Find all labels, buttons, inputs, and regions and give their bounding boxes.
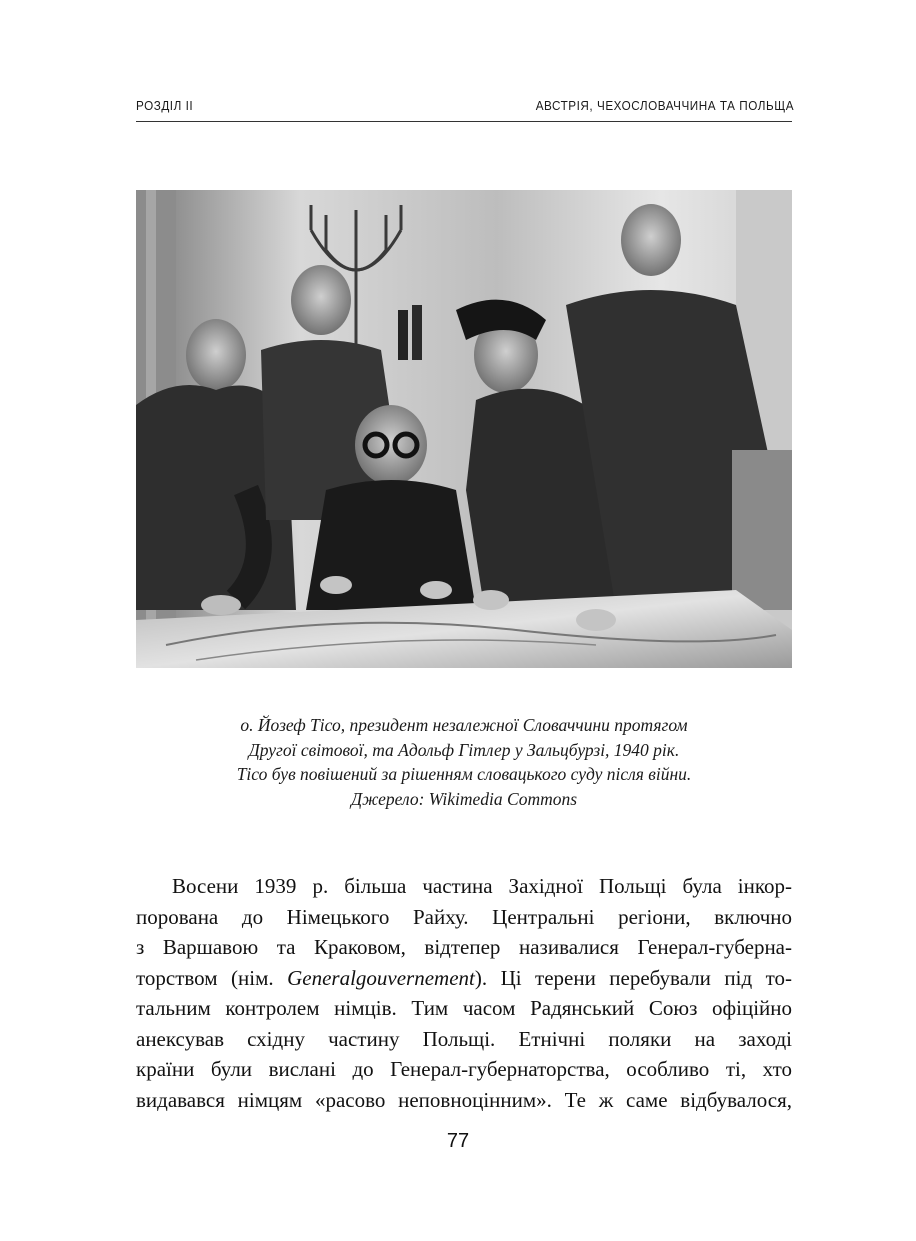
caption-line: Тісо був повішений за рішенням словацького суду після війни.	[236, 764, 692, 784]
body-line: видавався німцям «расово неповноцінним». Те ж саме відбувалося,	[136, 1087, 792, 1112]
body-line: з Варшавою та Краковом, відтепер називалися Генерал-губерна-	[136, 935, 792, 959]
photo-icon	[136, 190, 792, 668]
body-line-segment: ). Ці терени перебували під то-	[474, 965, 792, 990]
caption-line: Другої світової, та Адольф Гітлер у Зальцбурзі, 1940 рік.	[248, 739, 680, 760]
body-line: тальним контролем німців. Тим часом Радянський Союз офіційно	[136, 996, 792, 1020]
historical-photo	[136, 190, 792, 668]
caption-line: Джерело: Wikimedia Commons	[350, 788, 578, 809]
caption-line: о. Йозеф Тісо, президент незалежної Словаччини протягом	[240, 715, 688, 735]
photo-caption	[136, 713, 792, 811]
body-paragraph	[136, 871, 792, 1115]
body-line: Восени 1939 р. більша частина Західної Польщі була інкор-	[172, 874, 792, 898]
running-header-right: АВСТРІЯ, ЧЕХОСЛОВАЧЧИНА ТА ПОЛЬЩА	[535, 98, 794, 113]
running-header-left: РОЗДІЛ ІІ	[136, 98, 194, 113]
body-line: країни були вислані до Генерал-губернаторства, особливо ті, хто	[136, 1057, 792, 1081]
body-line: анексував східну частину Польщі. Етнічні поляки на заході	[136, 1026, 792, 1051]
body-line: порована до Німецького Райху. Центральні регіони, включно	[136, 904, 792, 929]
body-line	[136, 963, 792, 994]
header-divider	[136, 121, 792, 122]
german-term: Generalgouvernement	[287, 965, 475, 990]
body-line-segment: торством (нім.	[136, 965, 288, 990]
page-number: 77	[446, 1130, 470, 1152]
